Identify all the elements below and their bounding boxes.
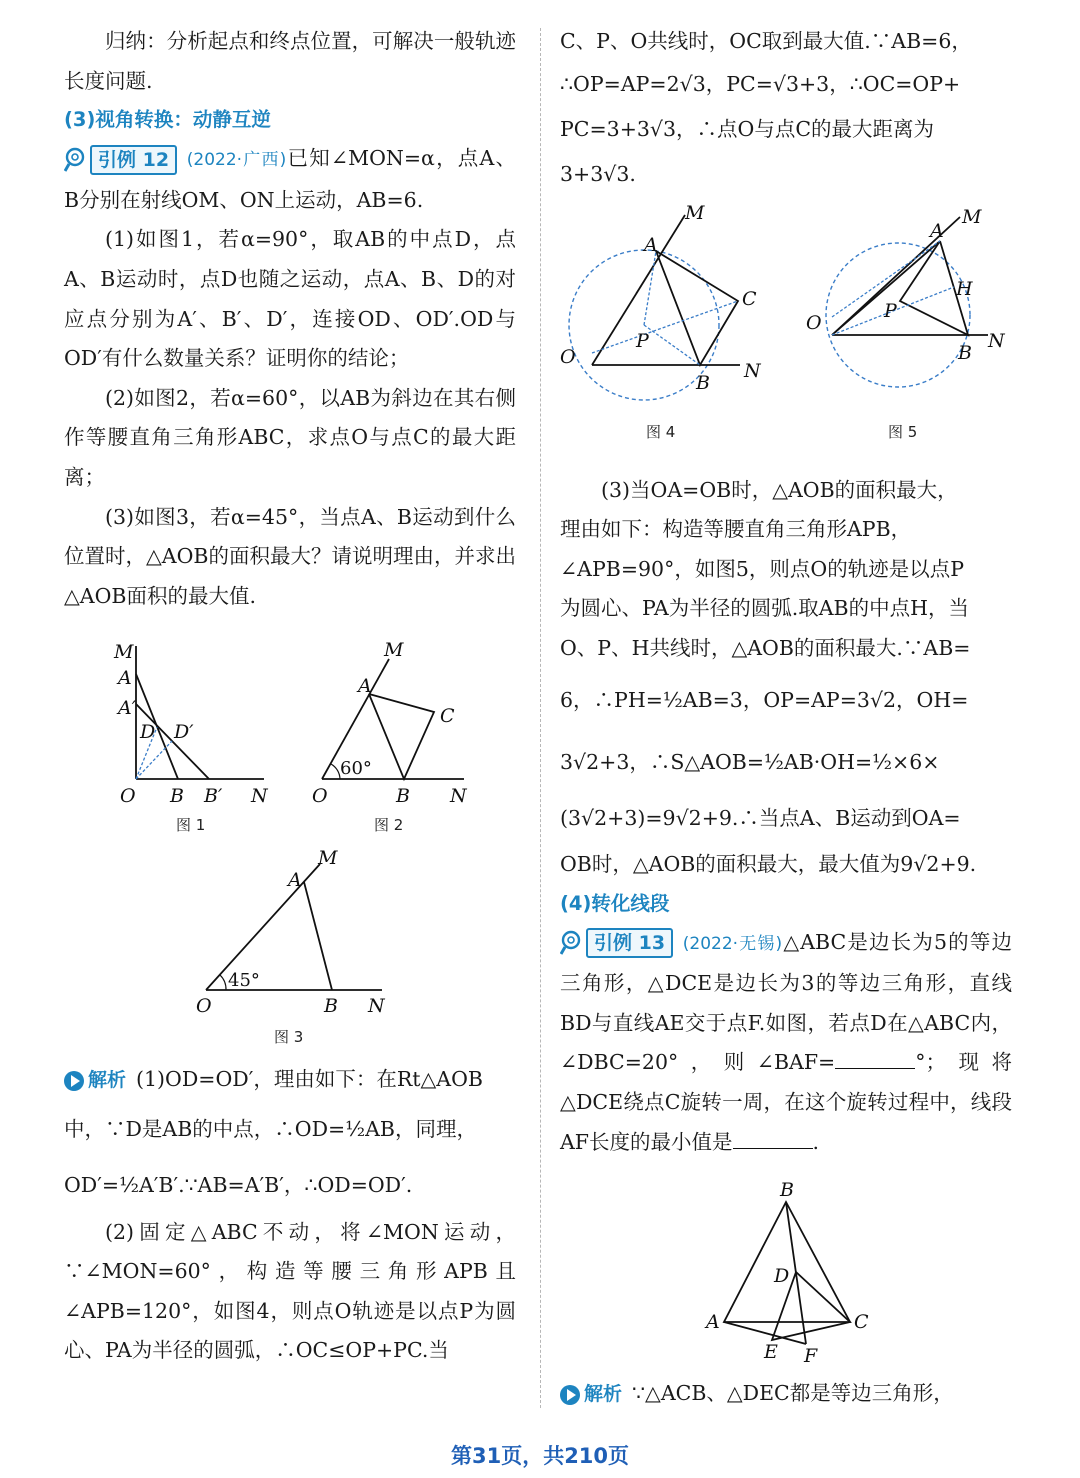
analysis-tag [64,1061,126,1101]
fig2-label-O: O [312,785,328,808]
right-line-1: C、P、O共线时，OC取到最大值.∵AB=6， [560,29,972,53]
question-2: (2)如图2，若α=60°，以AB为斜边在其右侧作等腰直角三角形ABC，求点O与点C的最大距离； [64,385,516,489]
question-1: (1)如图1，若α=90°，取AB的中点D，点A、B运动时，点D也随之运动，点A、B、D的对应点分别为A′、B′、D′，连接OD、OD′.OD与OD′有什么数量关系？证明你的结论； [64,227,516,371]
analysis-3-line-2: 理由如下：构造等腰直角三角形APB， [560,517,912,542]
answer-blank-2 [733,1130,813,1149]
example-12 [64,139,516,220]
example-source: (2022·无锡) [682,933,783,954]
figures-4-5 [560,205,1012,465]
fig1-label-B2: B′ [204,785,223,808]
play-icon [560,1385,580,1405]
fig1-label-M: M [114,641,134,664]
fig3-label-A: A [288,869,302,892]
fig1-label-B: B [170,785,184,808]
fig2-label-B: B [396,785,410,808]
fig6-label-D: D [774,1265,790,1288]
fig6-label-F: F [804,1345,818,1363]
fig4-label-O: O [560,345,576,368]
right-line-2: ∴OP=AP=2√3，PC=√3+3，∴OC=OP+ [560,71,961,96]
fig1-label-O: O [120,785,136,808]
example-13 [560,923,1012,1163]
analysis-label: 解析 [584,1382,623,1405]
example-number: 引例 13 [586,928,673,958]
example-stem-2: °；现将△DCE绕点C旋转一周，在这个旋转过程中，线段AF长度的最小值是 [560,1050,1013,1154]
fig4-label-A: A [644,233,658,256]
fig3-label-B: B [324,995,338,1018]
analysis-1-line-3: OD′=½A′B′.∵AB=A′B′，∴OD=OD′. [64,1172,413,1197]
example-badge [560,928,673,958]
fig2-label-A: A [358,675,372,698]
figure-6 [560,1172,1012,1362]
analysis-13-text: ∵△ACB、△DEC都是等边三角形， [632,1381,954,1406]
fig4-label-B: B [696,371,710,394]
fig2-caption: 图 2 [374,816,404,835]
fig5-label-M: M [962,205,982,228]
right-column [560,22,1012,1414]
fig2-label-C: C [440,705,455,728]
fig3-label-O: O [196,995,212,1018]
analysis-3-line-1: (3)当OA=OB时，△AOB的面积最大， [601,477,958,502]
answer-blank-1 [835,1050,915,1069]
section-heading-3: (3)视角转换：动静互逆 [64,108,271,132]
analysis-3-line-9: OB时，△AOB的面积最大，最大值为9√2+9. [560,851,977,876]
fig3-label-M: M [318,850,338,870]
fig5-label-N: N [988,329,1005,352]
fig6-label-E: E [764,1341,778,1363]
fig4-caption: 图 4 [646,422,676,441]
fig2-angle: 60° [340,758,372,780]
analysis-label: 解析 [88,1069,127,1092]
fig1-label-N: N [251,785,268,808]
analysis-13-line [560,1374,1012,1414]
analysis-2: (2)固定△ABC不动，将∠MON运动，∵∠MON=60°，构造等腰三角形APB且∠APB=120°，如图4，则点O轨迹是以点P为圆心、PA为半径的圆弧，∴OC≤OP+PC.当 [64,1219,516,1363]
figure-1 [136,646,264,779]
section-heading-4: (4)转化线段 [560,891,670,915]
figures-1-2 [64,634,516,834]
fig2-label-M: M [384,639,404,662]
example-source: (2022·广西) [186,150,287,171]
fig4-label-C: C [742,287,757,310]
question-3: (3)如图3，若α=45°，当点A、B运动到什么位置时，△AOB的面积最大？请说明理由，并求出△AOB面积的最大值. [64,504,516,608]
analysis-tag [560,1375,622,1415]
figure-3 [64,850,516,1050]
fig3-caption: 图 3 [274,1028,304,1047]
fig6-label-C: C [854,1311,869,1334]
analysis-3-line-3: ∠APB=90°，如图5，则点O的轨迹是以点P [560,556,964,581]
example-stem: △ABC是边长为5的等边三角形，△DCE是边长为3的等边三角形，直线BD与直线AE交于点F.如图，若点D在△ABC内，∠DBC=20°，则∠BAF= [560,929,1012,1075]
example-badge [64,145,177,175]
analysis-1-line-1 [64,1060,516,1100]
fig2-label-N: N [450,785,467,808]
magnifier-icon [64,147,90,173]
fig6-label-B: B [780,1179,794,1202]
example-stem-3: . [812,1129,820,1154]
fig4-label-N: N [744,359,761,382]
fig4-label-M: M [685,204,705,224]
magnifier-icon [560,930,586,956]
fig5-label-H: H [956,277,973,300]
fig1-caption: 图 1 [176,816,206,835]
fig4-label-P: P [636,329,649,352]
fig1-label-D: D [140,721,156,744]
fig3-angle: 45° [228,970,260,992]
analysis-3-line-4: 为圆心、PA为半径的圆弧.取AB的中点H，当 [560,596,969,621]
analysis-1-text-1: (1)OD=OD′，理由如下：在Rt△AOB [136,1067,483,1092]
play-icon [64,1071,84,1091]
analysis-3-line-6: 6，∴PH=½AB=3，OP=AP=3√2，OH= [560,687,969,712]
fig5-label-O: O [806,311,822,334]
fig6-label-A: A [706,1311,720,1334]
analysis-3-line-8: (3√2+3)=9√2+9.∴当点A、B运动到OA= [560,805,961,830]
fig5-label-B: B [958,341,972,364]
analysis-3-line-7: 3√2+3，∴S△AOB=½AB·OH=½×6× [560,749,940,774]
example-number: 引例 12 [90,145,177,175]
page-footer: 第31页，共210页 [450,1444,630,1468]
column-divider [540,28,541,1408]
example-stem: 已知∠MON=α，点A、B分别在射线OM、ON上运动，AB=6. [64,146,516,212]
fig1-label-A2: A′ [118,697,137,720]
analysis-1-line-2: 中，∵D是AB的中点，∴OD=½AB，同理， [64,1116,477,1141]
right-line-4: 3+3√3. [560,161,636,186]
left-column [64,22,516,1371]
fig1-label-D2: D′ [174,721,194,744]
fig5-caption: 图 5 [888,422,918,441]
fig1-label-A: A [118,667,132,690]
fig5-label-A: A [930,219,944,242]
summary-paragraph: 归纳：分析起点和终点位置，可解决一般轨迹长度问题. [64,29,516,93]
analysis-3-line-5: O、P、H共线时，△AOB的面积最大.∵AB= [560,635,971,660]
fig5-label-P: P [884,299,897,322]
fig3-label-N: N [368,995,385,1018]
right-line-3: PC=3+3√3，∴点O与点C的最大距离为 [560,116,935,141]
